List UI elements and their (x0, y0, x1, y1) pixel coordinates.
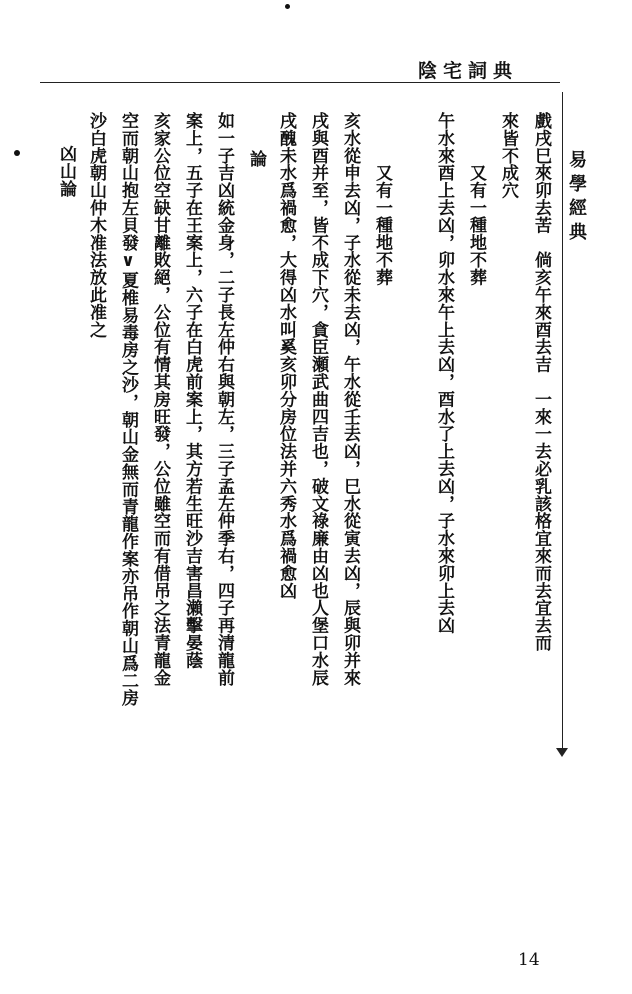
text-column: 空而朝山抱左貝發∨夏椎易毒房之沙，朝山金無而青龍作案亦吊作朝山爲二房 (118, 112, 138, 707)
side-rule-arrow-icon (556, 748, 568, 757)
page-number: 14 (518, 950, 540, 970)
text-column: 亥家公位空缺甘離敗絕，公位有情其房旺發，公位雖空而有借吊之法青龍金 (150, 112, 170, 687)
section-heading: 論 (246, 150, 266, 168)
text-column: 來皆不成穴 (498, 112, 518, 199)
text-column: 如一子吉凶統金身，二子長左仲右與朝左，三子孟左仲季右，四子再清龍前 (214, 112, 234, 687)
text-column: 戌與酉并至，皆不成下穴，貪臣瀬武曲四吉也，破文祿廉由凶也人堡口水辰 (308, 112, 328, 687)
section-heading: 又有一種地不葬 (466, 164, 486, 286)
text-column: 亥水從申去凶，子水從未去凶，午水從壬去凶，巳水從寅去凶，辰與卯并來 (340, 112, 360, 687)
text-column: 午水來酉上去凶，卯水來午上去凶，酉水了上去凶，子水來卯上去凶 (434, 112, 454, 634)
text-column: 沙白虎朝山仲木准法放此准之 (86, 112, 106, 339)
text-column: 案上，五子在王案上，六子在白虎前案上，其方若生旺沙吉害昌瀨擊晏蔭 (182, 112, 202, 669)
header-rule (40, 82, 560, 83)
series-title: 易學經典 (566, 150, 587, 246)
section-heading: 又有一種地不葬 (372, 164, 392, 286)
section-heading: 凶山論 (56, 145, 76, 198)
scan-speck (14, 150, 20, 156)
running-head: 陰宅詞典 (418, 60, 519, 82)
text-column: 戲戌巳來卯去苦 倘亥午來酉去吉 一來一去必乳該格宜來而去宜去而 (531, 112, 551, 652)
scan-speck (285, 4, 290, 9)
text-column: 戌醜未水爲禍愈，大得凶水叫奚亥卯分房位法并六秀水爲禍愈凶 (276, 112, 296, 600)
